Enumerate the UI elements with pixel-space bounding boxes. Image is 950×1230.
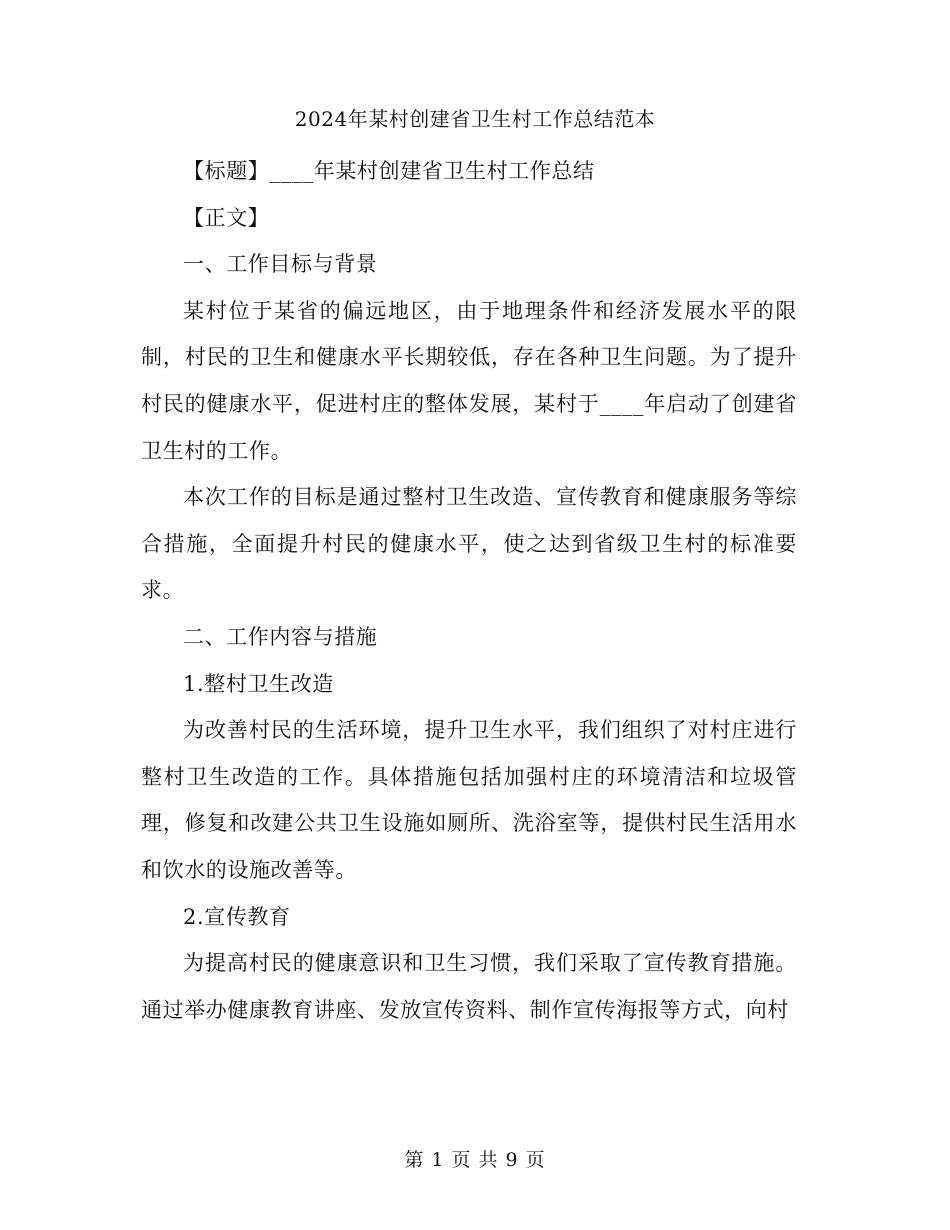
paragraph-body-label: 【正文】 xyxy=(183,205,270,230)
paragraph: 为提高村民的健康意识和卫生习惯，我们采取了宣传教育措施。通过举办健康教育讲座、发放宣传资料、制作宣传海报等方式，向村 xyxy=(141,951,797,1022)
subsection-heading-2: 2.宣传教育 xyxy=(183,904,291,929)
page-footer: 第 1 页 共 9 页 xyxy=(404,1149,546,1171)
paragraph: 本次工作的目标是通过整村卫生改造、宣传教育和健康服务等综合措施，全面提升村民的健康水平，使之达到省级卫生村的标准要求。 xyxy=(141,485,797,603)
paragraph-heading-label: 【标题】____年某村创建省卫生村工作总结 xyxy=(183,159,595,183)
document-title: 2024年某村创建省卫生村工作总结范本 xyxy=(294,107,656,131)
section-heading-1: 一、工作目标与背景 xyxy=(183,252,378,277)
paragraph: 某村位于某省的偏远地区，由于地理条件和经济发展水平的限制，村民的卫生和健康水平长期较低，存在各种卫生问题。为了提升村民的健康水平，促进村庄的整体发展，某村于____年启动了创建省卫生村的工作。 xyxy=(141,298,797,463)
paragraph: 为改善村民的生活环境，提升卫生水平，我们组织了对村庄进行整村卫生改造的工作。具体措施包括加强村庄的环境清洁和垃圾管理，修复和改建公共卫生设施如厕所、洗浴室等，提供村民生活用水和饮水的设施改善等。 xyxy=(141,718,797,882)
subsection-heading-1: 1.整村卫生改造 xyxy=(183,671,334,696)
document-body xyxy=(141,148,797,1033)
section-heading-2: 二、工作内容与措施 xyxy=(183,624,378,649)
